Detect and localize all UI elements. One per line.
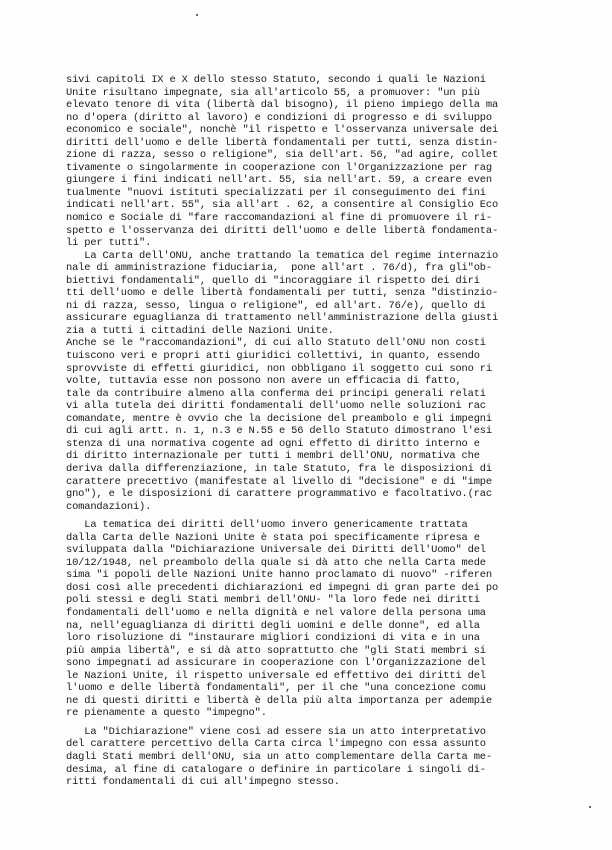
text-line: sima "i popoli delle Nazioni Unite hanno proclamato di nuovo" -riferen <box>66 569 492 582</box>
text-line: dagli Stati membri dell'ONU, sia un atto complementare della Carta me- <box>66 750 492 763</box>
text-line: desima, al fine di catalogare o definire in particolare i singoli di- <box>66 763 486 776</box>
text-line: indicati nell'art. 55", sia all'art . 62, a consentire al Consiglio Eco <box>66 199 499 212</box>
text-line: economico e sociale", nonchè "il rispetto e l'osservanza universale dei <box>66 124 499 137</box>
text-line: vi alla tutela dei diritti fondamentali dell'uomo nelle soluzioni rac <box>66 400 486 413</box>
text-line: La tematica dei diritti dell'uomo invero genericamente trattata <box>66 519 468 532</box>
text-line: ni di razza, sesso, lingua o religione", ed all'art. 76/e), quello di <box>66 299 486 312</box>
text-line: na, nell'eguaglianza di diritti degli uomini e delle donne", ed alla <box>66 619 480 632</box>
paragraph-3 <box>66 519 586 720</box>
text-line: Unite risultano impegnate, sia all'articolo 55, a promuover: "un più <box>66 86 480 99</box>
document-body <box>66 74 586 789</box>
text-line: no d'opera (diritto al lavoro) e condizioni di progresso e di sviluppo <box>66 111 492 124</box>
text-line: sprovviste di effetti giuridici, non obbligano il soggetto cui sono ri <box>66 362 492 375</box>
text-line: di diritto internazionale per tutti i membri dell'ONU, normativa che <box>66 450 480 463</box>
scan-speck <box>196 14 198 16</box>
text-line: assicurare eguaglianza di trattamento nell'amministrazione della giusti <box>66 312 499 325</box>
text-line: re pienamente a questo "impegno". <box>66 707 267 720</box>
text-line: nomico e Sociale di "fare raccomandazioni al fine di promuovere il ri- <box>66 212 492 225</box>
text-line: elevato tenore di vita (libertà dal bisogno), il pieno impiego della ma <box>66 99 499 112</box>
text-line: tuiscono veri e propri atti giuridici collettivi, in quanto, essendo <box>66 350 480 363</box>
text-line: stenza di una normativa cogente ad ogni effetto di diritto interno e <box>66 437 480 450</box>
text-line: sviluppata dalla "Dichiarazione Universale dei Diritti dell'Uomo" del <box>66 544 486 557</box>
text-line: Anche se le "raccomandazioni", di cui allo Statuto dell'ONU non costi <box>66 337 486 350</box>
text-line: biettivi fondamentali", quello di "incoraggiare il rispetto dei diri <box>66 274 480 287</box>
text-line: carattere precettivo (manifestate al livello di "decisione" e di "impe <box>66 475 492 488</box>
text-line: loro risoluzione di "instaurare migliori condizioni di vita e in una <box>66 632 480 645</box>
text-line: più ampia libertà", e si dà atto soprattutto che "gli Stati membri si <box>66 644 486 657</box>
text-line: le Nazioni Unite, il rispetto universale ed effettivo dei diritti del <box>66 669 486 682</box>
paragraph-4 <box>66 726 586 789</box>
text-line: deriva dalla differenziazione, in tale Statuto, fra le disposizioni di <box>66 462 492 475</box>
text-line: gno"), e le disposizioni di carattere programmativo e facoltativo.(rac <box>66 488 492 501</box>
text-line: La Carta dell'ONU, anche trattando la tematica del regime internazio <box>66 249 499 262</box>
text-line: zia a tutti i cittadini delle Nazioni Unite. <box>66 324 334 337</box>
paragraph-2 <box>66 250 586 513</box>
text-line: ne di questi diritti e libertà è della più alta importanza per adempie <box>66 694 492 707</box>
text-line: del carattere percettivo della Carta circa l'impegno con essa assunto <box>66 738 486 751</box>
text-line: spetto e l'osservanza dei diritti dell'uomo e delle libertà fondamenta- <box>66 224 499 237</box>
text-line: tti dell'uomo e delle libertà fondamentali per tutti, senza "distinzio- <box>66 287 499 300</box>
text-line: dalla Carta delle Nazioni Unite è stata poi specificamente ripresa e <box>66 531 480 544</box>
text-line: nale di amministrazione fiduciaria, pone all'art . 76/d), fra gli"ob- <box>66 262 492 275</box>
paragraph-1 <box>66 74 586 250</box>
text-line: li per tutti". <box>66 237 152 250</box>
text-line: fondamentali dell'uomo e nella dignità e nel valore della persona uma <box>66 606 486 619</box>
text-line: dosi così alle precedenti dichiarazioni ed impegni di gran parte dei po <box>66 581 499 594</box>
scan-speck <box>589 806 591 808</box>
text-line: di cui agli artt. n. 1, n.3 e N.55 e 56 dello Statuto dimostrano l'esi <box>66 425 492 438</box>
text-line: diritti dell'uomo e delle libertà fondamentali per tutti, senza distin- <box>66 136 499 149</box>
text-line: tivamente o singolarmente in cooperazione con l'Organizzazione per rag <box>66 161 492 174</box>
text-line: ritti fondamentali di cui all'impegno stesso. <box>66 776 340 789</box>
text-line: La "Dichiarazione" viene così ad essere sia un atto interpretativo <box>66 725 486 738</box>
text-line: sono impegnati ad assicurare in cooperazione con l'Organizzazione del <box>66 657 486 670</box>
text-line: comandazioni). <box>66 500 152 513</box>
text-line: tale da contribuire almeno alla conferma dei principi generali relati <box>66 387 486 400</box>
text-line: poli stessi e degli Stati membri dell'ONU- "la loro fede nei diritti <box>66 594 480 607</box>
text-line: volte, tuttavia esse non possono non avere un efficacia di fatto, <box>66 375 462 388</box>
text-line: zione di razza, sesso o religione", sia dell'art. 56, "ad agire, collet <box>66 149 499 162</box>
text-line: 10/12/1948, nel preambolo della quale si dà atto che nella Carta mede <box>66 556 486 569</box>
text-line: l'uomo e delle libertà fondamentali", per il che "una concezione comu <box>66 682 486 695</box>
text-line: sivi capitoli IX e X dello stesso Statuto, secondo i quali le Nazioni <box>66 74 486 86</box>
text-line: tualmente "nuovi istituti specializzati per il conseguimento dei fini <box>66 186 486 199</box>
text-line: giungere i fini indicati nell'art. 55, sia nell'art. 59, a creare even <box>66 174 492 187</box>
text-line: comandate, mentre è ovvio che la decisione del preambolo e gli impegni <box>66 412 492 425</box>
